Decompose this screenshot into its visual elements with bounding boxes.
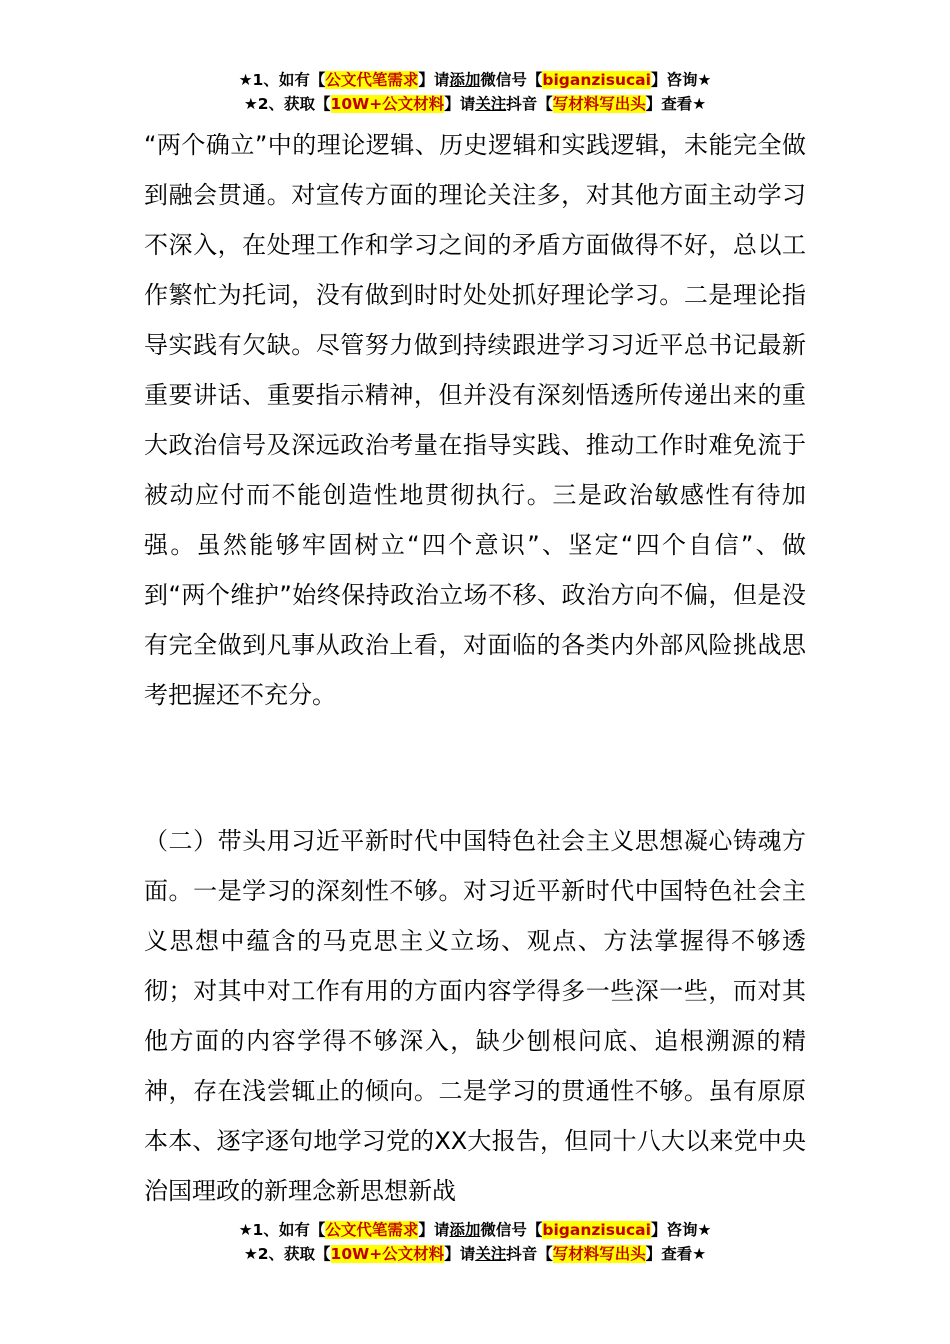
underline-follow: 关注: [475, 1245, 507, 1263]
banner-line-1: ★1、如有【公文代笔需求】请添加微信号【biganzisucai】咨询★: [238, 71, 712, 89]
highlight-service: 公文代笔需求: [325, 1221, 419, 1239]
underline-follow: 关注: [475, 95, 507, 113]
body-paragraph-1: [144, 120, 806, 720]
underline-add: 添加: [449, 1221, 481, 1239]
banner-line-2: ★2、获取【10W+公文材料】请关注抖音【写材料写出头】查看★: [243, 95, 707, 113]
body-paragraph-2: [144, 816, 806, 1216]
highlight-wechat-id: biganzisucai: [542, 1221, 651, 1239]
highlight-materials: 10W+公文材料: [330, 1245, 445, 1263]
banner-line-1: ★1、如有【公文代笔需求】请添加微信号【biganzisucai】咨询★: [238, 1221, 712, 1239]
underline-add: 添加: [449, 71, 481, 89]
highlight-douyin-id: 写材料写出头: [552, 95, 646, 113]
paragraph-text: “两个确立”中的理论逻辑、历史逻辑和实践逻辑，未能完全做到融会贯通。对宣传方面的理论关注多，对其他方面主动学习不深入，在处理工作和学习之间的矛盾方面做得不好，总以工作繁忙为托词，没有做到时时处处抓好理论学习。二是理论指导实践有欠缺。尽管努力做到持续跟进学习习近平总书记最新重要讲话、重要指示精神，但并没有深刻悟透所传递出来的重大政治信号及深远政治考量在指导实践、推动工作时难免流于被动应付而不能创造性地贯彻执行。三是政治敏感性有待加强。虽然能够牢固树立“四个意识”、坚定“四个自信”、做到“两个维护”始终保持政治立场不移、政治方向不偏，但是没有完全做到凡事从政治上看，对面临的各类内外部风险挑战思考把握还不充分。: [144, 131, 806, 709]
highlight-materials: 10W+公文材料: [330, 95, 445, 113]
paragraph-text: （二）带头用习近平新时代中国特色社会主义思想凝心铸魂方面。一是学习的深刻性不够。对习近平新时代中国特色社会主义思想中蕴含的马克思主义立场、观点、方法掌握得不够透彻；对其中对工作有用的方面内容学得多一些深一些，而对其他方面的内容学得不够深入，缺少刨根问底、追根溯源的精神，存在浅尝辄止的倾向。二是学习的贯通性不够。虽有原原本本、逐字逐句地学习党的XX大报告，但同十八大以来党中央治国理政的新理念新思想新战: [144, 827, 806, 1205]
highlight-service: 公文代笔需求: [325, 71, 419, 89]
header-banner: [0, 68, 950, 116]
banner-line-2: ★2、获取【10W+公文材料】请关注抖音【写材料写出头】查看★: [243, 1245, 707, 1263]
footer-banner: [0, 1218, 950, 1266]
highlight-douyin-id: 写材料写出头: [552, 1245, 646, 1263]
highlight-wechat-id: biganzisucai: [542, 71, 651, 89]
